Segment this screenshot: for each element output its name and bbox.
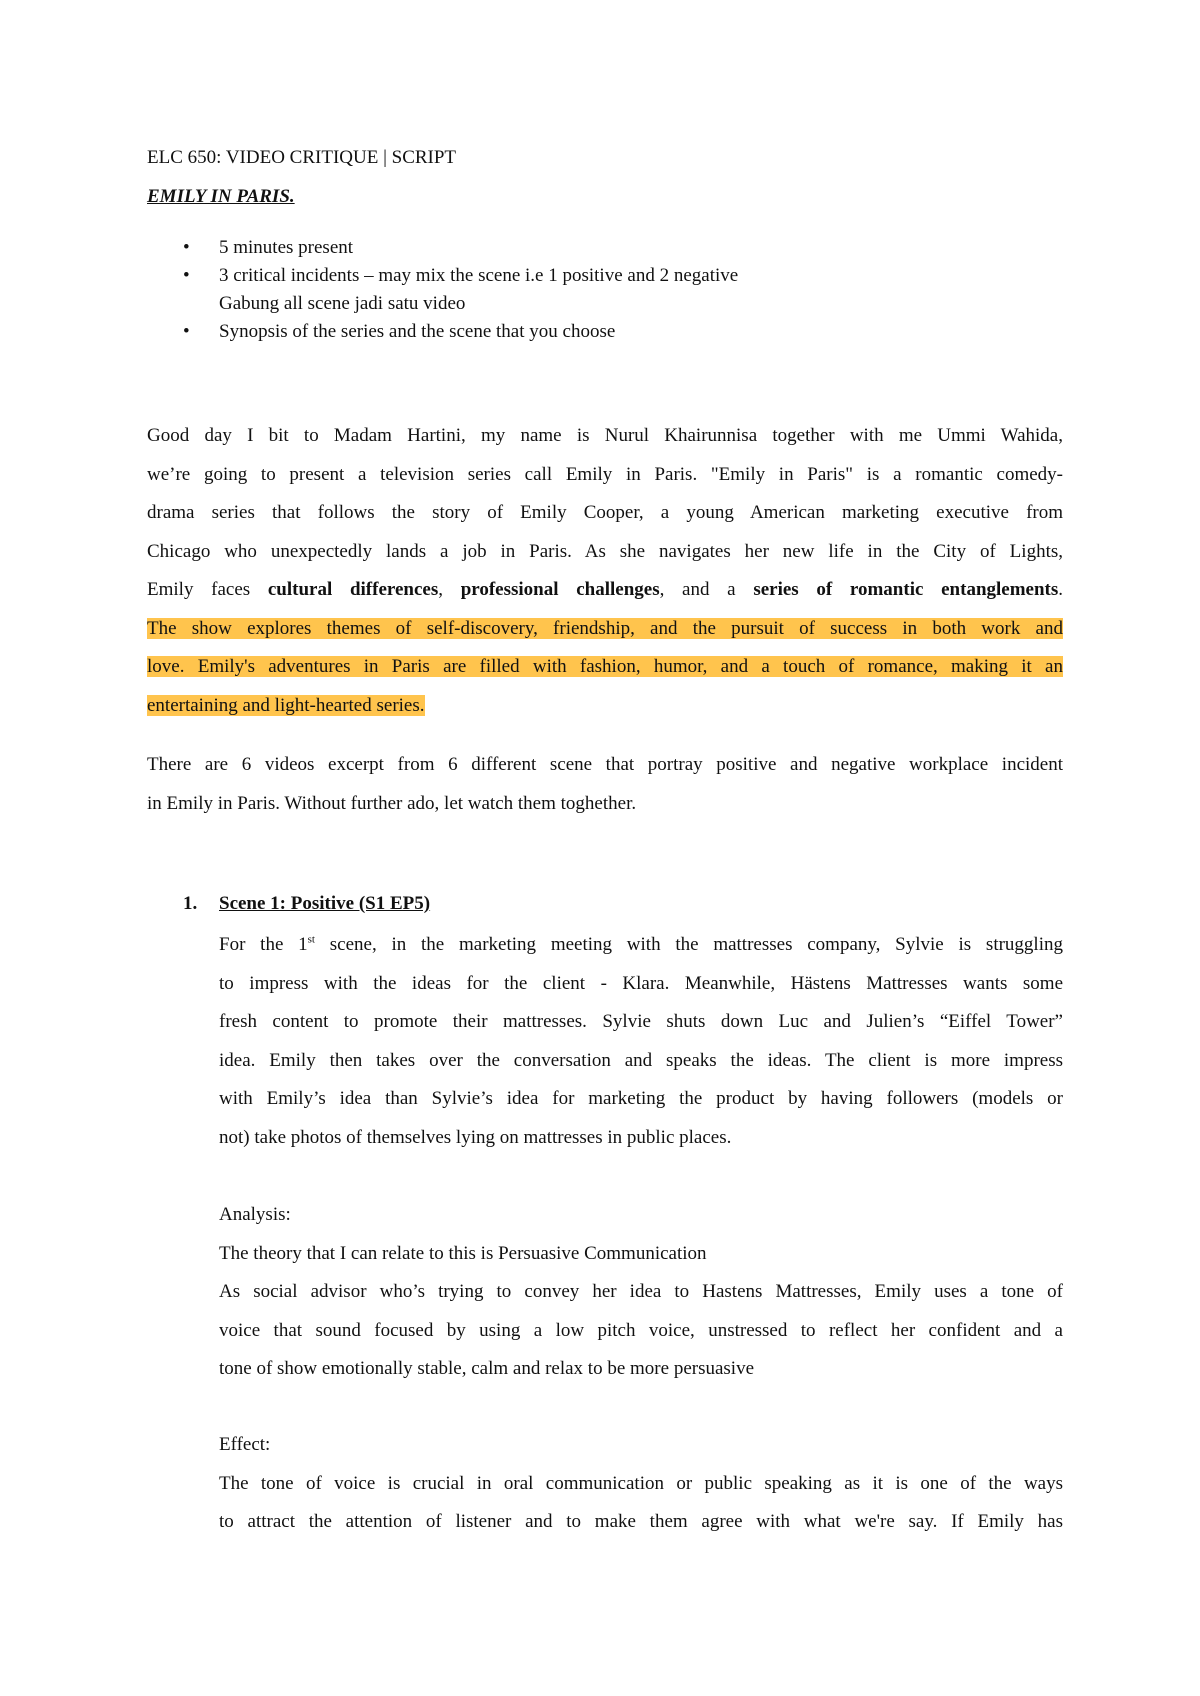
document-subtitle: EMILY IN PARIS. [147, 186, 295, 207]
text-line: For the 1st scene, in the marketing meeting with the mattresses company, Sylvie is struggling [219, 933, 1063, 955]
text-line: with Emily’s idea than Sylvie’s idea for marketing the product by having followers (models or [219, 1088, 1063, 1109]
text-line: drama series that follows the story of Emily Cooper, a young American marketing executive from [147, 502, 1063, 523]
text-line: The tone of voice is crucial in oral communication or public speaking as it is one of the ways [219, 1472, 1063, 1494]
text-line: As social advisor who’s trying to convey her idea to Hastens Mattresses, Emily uses a tone of [219, 1281, 1063, 1302]
text-line: Emily faces cultural differences, professional challenges, and a series of romantic entanglements. [147, 579, 1064, 600]
bullet-icon: • [183, 321, 190, 342]
bullet-icon: • [183, 265, 190, 286]
highlighted-line: The show explores themes of self-discovery, friendship, and the pursuit of success in both work and [147, 617, 1063, 639]
list-item-continuation: Gabung all scene jadi satu video [219, 293, 466, 314]
scene-description [219, 926, 1063, 1157]
videos-paragraph [147, 746, 1063, 823]
bullet-list [183, 234, 738, 346]
text-line: Good day I bit to Madam Hartini, my name is Nurul Khairunnisa together with me Ummi Wahida, [147, 425, 1063, 446]
analysis-block [219, 1196, 1063, 1389]
text-line: voice that sound focused by using a low pitch voice, unstressed to reflect her confident and a [219, 1319, 1063, 1341]
list-item: • 3 critical incidents – may mix the scene i.e 1 positive and 2 negative [183, 262, 738, 290]
text-line: to attract the attention of listener and to make them agree with what we're say. If Emily has [219, 1511, 1063, 1532]
effect-block [219, 1426, 1063, 1542]
list-item: • Synopsis of the series and the scene that you choose [183, 318, 738, 346]
text-line: fresh content to promote their mattresses. Sylvie shuts down Luc and Julien’s “Eiffel Tower” [219, 1011, 1063, 1032]
text-line: to impress with the ideas for the client - Klara. Meanwhile, Hästens Mattresses wants some [219, 972, 1063, 994]
bold-phrase: series of romantic entanglements [753, 579, 1059, 600]
bold-phrase: cultural differences [267, 579, 439, 600]
intro-paragraph [147, 417, 1063, 725]
text-line: The theory that I can relate to this is Persuasive Communication [219, 1242, 707, 1264]
section-title: Scene 1: Positive (S1 EP5) [219, 893, 431, 914]
text-line: idea. Emily then takes over the conversation and speaks the ideas. The client is more impress [219, 1049, 1063, 1071]
text-line: tone of show emotionally stable, calm and relax to be more persuasive [219, 1358, 755, 1379]
highlighted-line: love. Emily's adventures in Paris are filled with fashion, humor, and a touch of romance, making it an [147, 656, 1063, 677]
list-item: • 5 minutes present [183, 234, 738, 262]
highlighted-line: entertaining and light-hearted series. [147, 694, 425, 716]
bullet-icon: • [183, 237, 190, 258]
text-line: in Emily in Paris. Without further ado, let watch them toghether. [147, 792, 637, 814]
text-line: There are 6 videos excerpt from 6 different scene that portray positive and negative workplace incident [147, 754, 1063, 775]
text-line: not) take photos of themselves lying on mattresses in public places. [219, 1126, 732, 1148]
section-number: 1. [183, 893, 198, 914]
document-title: ELC 650: VIDEO CRITIQUE | SCRIPT [147, 147, 457, 168]
effect-label: Effect: [219, 1434, 271, 1455]
analysis-label: Analysis: [219, 1204, 291, 1225]
bold-phrase: professional challenges [460, 579, 660, 600]
text-line: Chicago who unexpectedly lands a job in Paris. As she navigates her new life in the City of Lights, [147, 540, 1063, 562]
text-line: we’re going to present a television series call Emily in Paris. "Emily in Paris" is a romantic comedy- [147, 463, 1063, 485]
